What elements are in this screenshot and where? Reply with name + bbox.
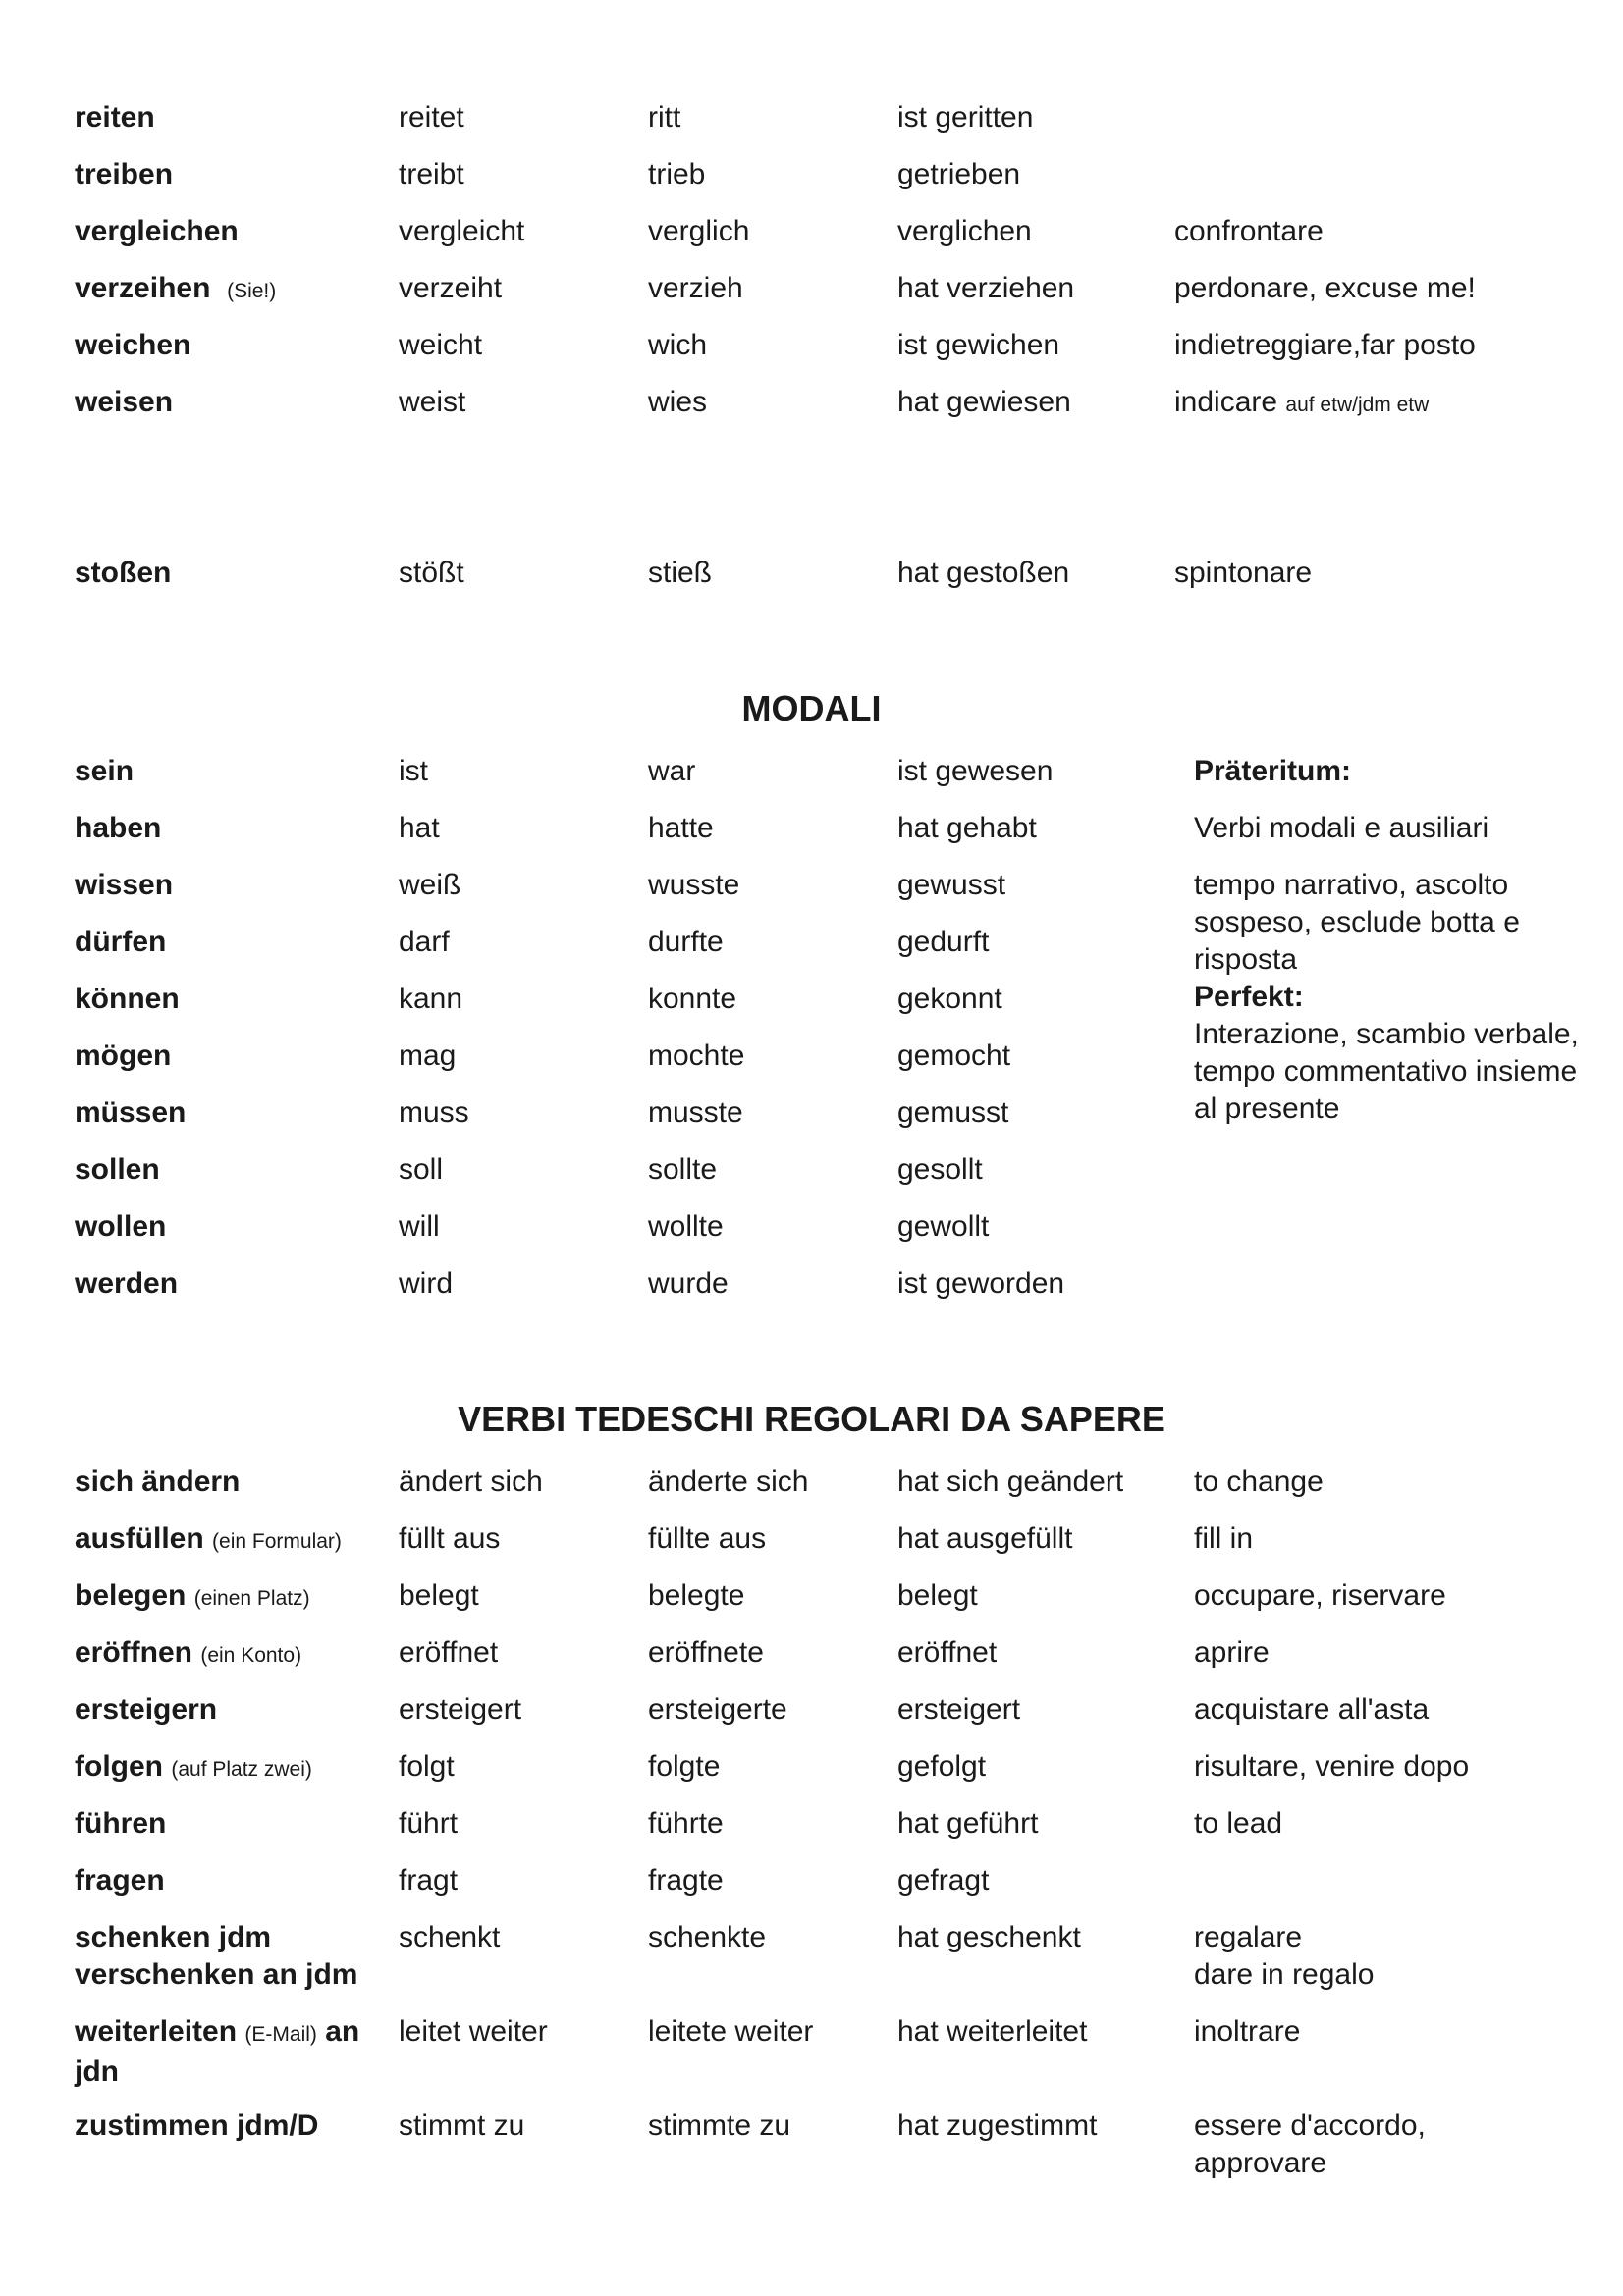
infinitive-text: eröffnen bbox=[75, 1636, 192, 1669]
participle-form: gewollt bbox=[897, 1210, 990, 1243]
infinitive bbox=[75, 1634, 301, 1675]
usage-note: (ein Formular) bbox=[212, 1530, 342, 1553]
preterite-form: wich bbox=[648, 329, 708, 361]
infinitive: mögen bbox=[75, 1040, 172, 1072]
translation-line2: approvare bbox=[1194, 2147, 1327, 2179]
usage-note: (Sie!) bbox=[227, 280, 277, 302]
infinitive: wollen bbox=[75, 1210, 167, 1243]
participle-form: ist gewichen bbox=[897, 329, 1060, 361]
infinitive-text: ausfüllen bbox=[75, 1522, 204, 1555]
present-form: vergleicht bbox=[399, 215, 525, 247]
translation-line2: dare in regalo bbox=[1194, 1958, 1375, 1991]
usage-note: (E-Mail) bbox=[244, 2023, 317, 2046]
infinitive bbox=[75, 2013, 359, 2091]
verb-row-verzeihen bbox=[0, 270, 1623, 317]
participle-form: ersteigert bbox=[897, 1693, 1021, 1726]
participle-form: hat zugestimmt bbox=[897, 2109, 1098, 2142]
participle-form: gemocht bbox=[897, 1040, 1011, 1072]
infinitive bbox=[75, 1748, 312, 1789]
regular-row bbox=[0, 1634, 1623, 1682]
infinitive bbox=[75, 270, 276, 310]
regular-row bbox=[0, 1748, 1623, 1795]
participle-form: gesollt bbox=[897, 1153, 983, 1186]
usage-note: (auf Platz zwei) bbox=[171, 1758, 312, 1781]
infinitive: können bbox=[75, 983, 180, 1015]
preterite-form: belegte bbox=[648, 1579, 745, 1612]
translation-line1: essere d'accordo, bbox=[1194, 2109, 1426, 2142]
regular-row-schenken bbox=[0, 1919, 1623, 2002]
present-form: treibt bbox=[399, 158, 464, 190]
preterite-form: ritt bbox=[648, 101, 681, 133]
preterite-form: musste bbox=[648, 1096, 743, 1129]
translation: indietreggiare,far posto bbox=[1174, 329, 1476, 361]
present-form: füllt aus bbox=[399, 1522, 501, 1555]
translation bbox=[1194, 2108, 1426, 2182]
regular-row bbox=[0, 1521, 1623, 1568]
infinitive-suffix: an bbox=[325, 2015, 360, 2048]
perfekt-title: Perfekt: bbox=[1194, 981, 1304, 1013]
infinitive: zustimmen jdm/D bbox=[75, 2109, 319, 2142]
preterite-form: wollte bbox=[648, 1210, 724, 1243]
present-form: fragt bbox=[399, 1864, 459, 1896]
present-form: wird bbox=[399, 1267, 454, 1300]
present-form: führt bbox=[399, 1807, 459, 1840]
participle-form: ist geritten bbox=[897, 101, 1034, 133]
infinitive: weisen bbox=[75, 386, 174, 418]
preterite-form: verglich bbox=[648, 215, 750, 247]
regular-row bbox=[0, 1577, 1623, 1625]
preterite-form: stimmte zu bbox=[648, 2109, 791, 2142]
praeteritum-line2: tempo narrativo, ascolto sospeso, esclude botta e risposta bbox=[1194, 869, 1520, 976]
present-form: ist bbox=[399, 755, 428, 787]
participle-form: hat gestoßen bbox=[897, 557, 1070, 589]
participle-form: getrieben bbox=[897, 158, 1021, 190]
present-form: stimmt zu bbox=[399, 2109, 525, 2142]
translation: perdonare, excuse me! bbox=[1174, 272, 1476, 304]
verb-row-stossen bbox=[0, 555, 1623, 602]
regular-row-zustimmen bbox=[0, 2108, 1623, 2190]
preterite-form: wusste bbox=[648, 869, 740, 901]
translation-note: auf etw/jdm etw bbox=[1285, 394, 1430, 416]
preterite-form: mochte bbox=[648, 1040, 745, 1072]
infinitive: haben bbox=[75, 812, 162, 844]
infinitive-text: verzeihen bbox=[75, 272, 211, 304]
translation: to lead bbox=[1194, 1807, 1283, 1840]
participle-form: hat ausgefüllt bbox=[897, 1522, 1073, 1555]
usage-note: (einen Platz) bbox=[193, 1587, 310, 1610]
preterite-form: konnte bbox=[648, 983, 737, 1015]
present-form: weiß bbox=[399, 869, 461, 901]
regular-row bbox=[0, 1464, 1623, 1511]
participle-form: verglichen bbox=[897, 215, 1032, 247]
participle-form: gedurft bbox=[897, 926, 990, 958]
translation: acquistare all'asta bbox=[1194, 1693, 1430, 1726]
infinitive: führen bbox=[75, 1807, 167, 1840]
preterite-form: füllte aus bbox=[648, 1522, 767, 1555]
present-form: darf bbox=[399, 926, 450, 958]
preterite-form: wies bbox=[648, 386, 708, 418]
infinitive bbox=[75, 1521, 342, 1561]
infinitive: werden bbox=[75, 1267, 179, 1300]
present-form: mag bbox=[399, 1040, 457, 1072]
infinitive: vergleichen bbox=[75, 215, 239, 247]
translation: confrontare bbox=[1174, 215, 1324, 247]
present-form: stößt bbox=[399, 557, 464, 589]
translation: fill in bbox=[1194, 1522, 1254, 1555]
present-form: will bbox=[399, 1210, 440, 1243]
infinitive-text: weiterleiten bbox=[75, 2015, 238, 2048]
translation bbox=[1194, 1919, 1374, 1994]
preterite-form: verzieh bbox=[648, 272, 743, 304]
present-form: hat bbox=[399, 812, 440, 844]
preterite-form: trieb bbox=[648, 158, 706, 190]
participle-form: gefragt bbox=[897, 1864, 990, 1896]
infinitive: reiten bbox=[75, 101, 155, 133]
praeteritum-line1: Verbi modali e ausiliari bbox=[1194, 812, 1489, 844]
translation: aprire bbox=[1194, 1636, 1270, 1669]
praeteritum-title: Präteritum: bbox=[1194, 755, 1352, 787]
preterite-form: hatte bbox=[648, 812, 714, 844]
translation: to change bbox=[1194, 1466, 1324, 1498]
participle-form: gefolgt bbox=[897, 1750, 987, 1783]
present-form: muss bbox=[399, 1096, 469, 1129]
infinitive: sich ändern bbox=[75, 1466, 241, 1498]
infinitive-text: folgen bbox=[75, 1750, 163, 1783]
infinitive: sollen bbox=[75, 1153, 160, 1186]
translation: risultare, venire dopo bbox=[1194, 1750, 1470, 1783]
preterite-form: führte bbox=[648, 1807, 724, 1840]
translation-line1: regalare bbox=[1194, 1921, 1303, 1953]
infinitive-text: belegen bbox=[75, 1579, 187, 1612]
regular-section-title: VERBI TEDESCHI REGOLARI DA SAPERE bbox=[458, 1399, 1165, 1439]
participle-form: ist geworden bbox=[897, 1267, 1065, 1300]
infinitive: treiben bbox=[75, 158, 174, 190]
present-form: ersteigert bbox=[399, 1693, 522, 1726]
participle-form: gewusst bbox=[897, 869, 1006, 901]
participle-form: hat gewiesen bbox=[897, 386, 1071, 418]
present-form: belegt bbox=[399, 1579, 479, 1612]
participle-form: hat geführt bbox=[897, 1807, 1039, 1840]
infinitive: stoßen bbox=[75, 557, 172, 589]
participle-form: gekonnt bbox=[897, 983, 1002, 1015]
participle-form: hat geschenkt bbox=[897, 1921, 1081, 1953]
translation bbox=[1174, 384, 1429, 424]
translation-text: indicare bbox=[1174, 386, 1278, 418]
usage-note: (ein Konto) bbox=[200, 1644, 302, 1667]
preterite-form: folgte bbox=[648, 1750, 721, 1783]
preterite-form: stieß bbox=[648, 557, 713, 589]
perfekt-text: Interazione, scambio verbale, tempo commentativo insieme al presente bbox=[1194, 1018, 1579, 1125]
infinitive: wissen bbox=[75, 869, 174, 901]
participle-form: belegt bbox=[897, 1579, 978, 1612]
infinitive: müssen bbox=[75, 1096, 187, 1129]
preterite-form: änderte sich bbox=[648, 1466, 809, 1498]
infinitive-line2: verschenken an jdm bbox=[75, 1958, 358, 1991]
participle-form: hat sich geändert bbox=[897, 1466, 1124, 1498]
infinitive bbox=[75, 1919, 357, 1994]
present-form: eröffnet bbox=[399, 1636, 499, 1669]
tense-usage-notes bbox=[1194, 753, 1587, 1128]
verb-row-weichen bbox=[0, 327, 1623, 374]
participle-form: hat gehabt bbox=[897, 812, 1037, 844]
present-form: folgt bbox=[399, 1750, 455, 1783]
preterite-form: eröffnete bbox=[648, 1636, 764, 1669]
preterite-form: ersteigerte bbox=[648, 1693, 787, 1726]
preterite-form: sollte bbox=[648, 1153, 718, 1186]
preterite-form: leitete weiter bbox=[648, 2015, 814, 2048]
infinitive-line1: schenken jdm bbox=[75, 1921, 272, 1953]
translation: occupare, riservare bbox=[1194, 1579, 1446, 1612]
present-form: reitet bbox=[399, 101, 464, 133]
preterite-form: fragte bbox=[648, 1864, 724, 1896]
infinitive-line2: jdn bbox=[75, 2056, 119, 2088]
present-form: verzeiht bbox=[399, 272, 503, 304]
present-form: weicht bbox=[399, 329, 483, 361]
infinitive: fragen bbox=[75, 1864, 165, 1896]
participle-form: hat weiterleitet bbox=[897, 2015, 1088, 2048]
preterite-form: durfte bbox=[648, 926, 724, 958]
regular-row-weiterleiten bbox=[0, 2013, 1623, 2096]
present-form: leitet weiter bbox=[399, 2015, 548, 2048]
regular-row bbox=[0, 1862, 1623, 1909]
preterite-form: wurde bbox=[648, 1267, 729, 1300]
translation: spintonare bbox=[1174, 557, 1313, 589]
modal-section-title: MODALI bbox=[741, 688, 882, 728]
infinitive: dürfen bbox=[75, 926, 167, 958]
modal-row bbox=[0, 1151, 1623, 1199]
verb-row-vergleichen bbox=[0, 213, 1623, 260]
verb-row-treiben bbox=[0, 156, 1623, 203]
verb-row-reiten bbox=[0, 99, 1623, 146]
preterite-form: schenkte bbox=[648, 1921, 767, 1953]
participle-form: hat verziehen bbox=[897, 272, 1075, 304]
modal-row bbox=[0, 1265, 1623, 1312]
verb-row-weisen bbox=[0, 384, 1623, 431]
present-form: schenkt bbox=[399, 1921, 501, 1953]
present-form: ändert sich bbox=[399, 1466, 543, 1498]
infinitive: ersteigern bbox=[75, 1693, 218, 1726]
regular-row bbox=[0, 1691, 1623, 1738]
preterite-form: war bbox=[648, 755, 696, 787]
participle-form: gemusst bbox=[897, 1096, 1009, 1129]
present-form: soll bbox=[399, 1153, 444, 1186]
regular-row bbox=[0, 1805, 1623, 1852]
translation: inoltrare bbox=[1194, 2015, 1301, 2048]
infinitive bbox=[75, 1577, 310, 1618]
participle-form: ist gewesen bbox=[897, 755, 1054, 787]
participle-form: eröffnet bbox=[897, 1636, 998, 1669]
present-form: weist bbox=[399, 386, 466, 418]
present-form: kann bbox=[399, 983, 463, 1015]
infinitive: weichen bbox=[75, 329, 191, 361]
infinitive: sein bbox=[75, 755, 135, 787]
modal-row bbox=[0, 1208, 1623, 1255]
